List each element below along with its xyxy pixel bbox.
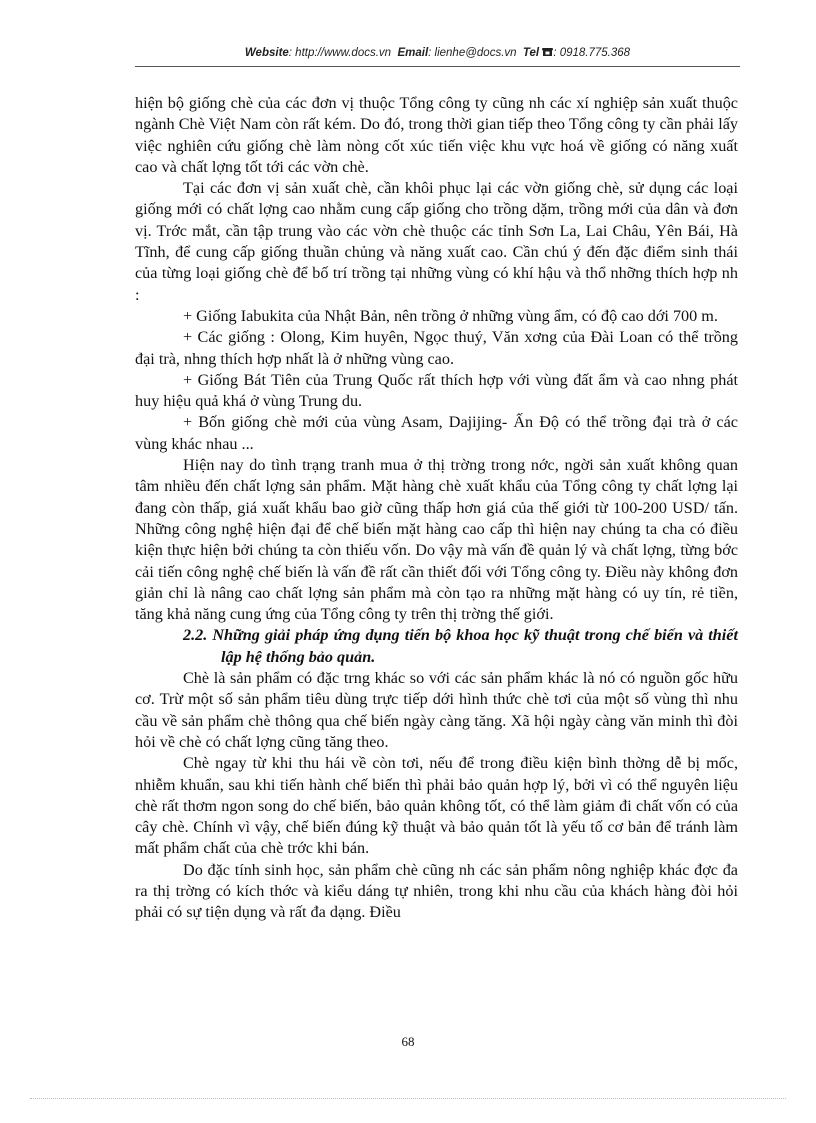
- section-heading: 2.2. Những giải pháp ứng dụng tiến bộ khoa học kỹ thuật trong chế biến và thiết lập hệ thống bảo quản.: [183, 626, 738, 666]
- paragraph-5: Chè ngay từ khi thu hái về còn tơi, nếu để trong điều kiện bình thờng dễ bị mốc, nhiễm khuẩn, sau khi tiến hành chế biến thì phải bảo quản hợp lý, bởi vì có thể nguyên liệu chè rất thơm ngon song do chế biến, bảo quản không tốt, có thể làm giảm đi chất vốn có của cây chè. Chính vì vậy, chế biến đúng kỹ thuật và bảo quản tốt là yếu tố cơ bản để tránh làm mất phẩm chất của chè trớc khi bán.: [135, 754, 738, 858]
- email-label: Email: [397, 47, 429, 59]
- list-item-3: + Giống Bát Tiên của Trung Quốc rất thích hợp với vùng đất ẩm và cao nhng phát huy hiệu quả khá ở vùng Trung du.: [135, 370, 738, 411]
- website-value: : http://www.docs.vn: [288, 47, 392, 59]
- email-value: : lienhe@docs.vn: [428, 47, 517, 59]
- tel-value: : 0918.775.368: [553, 47, 631, 59]
- list-item-1: + Giống Iabukita của Nhật Bản, nên trồng ở những vùng ẩm, có độ cao dới 700 m.: [183, 306, 718, 325]
- paragraph-1: hiện bộ giống chè của các đơn vị thuộc Tổng công ty cũng nh các xí nghiệp sản xuất thuộc ngành Chè Việt Nam còn rất kém. Do đó, trong thời gian tiếp theo Tổng công ty cần phải lấy việc nghiên cứu giống chè làm nòng cốt xúc tiến việc khu vực hoá về giống có năng xuất cao và chất lợng tốt tới các vờn chè.: [135, 94, 738, 176]
- list-item-4: + Bốn giống chè mới của vùng Asam, Dajijing- Ấn Độ có thể trồng đại trà ở các vùng khác nhau ...: [135, 413, 738, 453]
- page-header: [135, 47, 740, 59]
- page-number: 68: [401, 1034, 415, 1049]
- header-divider: [135, 66, 740, 67]
- page-body: [135, 93, 738, 924]
- paragraph-6: Do đặc tính sinh học, sản phẩm chè cũng nh các sản phẩm nông nghiệp khác đợc đa ra thị trờng có kích thớc và kiểu dáng tự nhiên, trong khi nhu cầu của khách hàng đòi hỏi phải có sự tiện dụng và rất đa dạng. Điều: [135, 860, 738, 922]
- paragraph-4: Chè là sản phẩm có đặc trng khác so với các sản phẩm khác là nó có nguồn gốc hữu cơ. Trừ một số sản phẩm tiêu dùng trực tiếp dới hình thức chè tơi của một số vùng thì nhu cầu về sản phẩm chè thông qua chế biến ngày càng tăng. Xã hội ngày càng văn minh thì đòi hỏi về chè có chất lợng cũng tăng theo.: [135, 669, 738, 751]
- website-label: Website: [244, 47, 289, 59]
- phone-icon: [542, 47, 553, 57]
- tel-label: Tel: [522, 47, 540, 59]
- paragraph-2: Tại các đơn vị sản xuất chè, cần khôi phục lại các vờn giống chè, sử dụng các loại giống mới có chất lợng cao nhằm cung cấp giống cho trồng dặm, trồng mới của dân và đơn vị. Trớc mắt, cần tập trung vào các vờn chè thuộc các tỉnh Sơn La, Lai Châu, Yên Bái, Hà Tĩnh, để cung cấp giống thuần chủng và năng xuất cao. Cần chú ý đến đặc điểm sinh thái của từng loại giống chè để bố trí trồng tại những vùng có khí hậu và thổ nhỡng thích hợp nh :: [135, 179, 738, 304]
- paragraph-3: Hiện nay do tình trạng tranh mua ở thị trờng trong nớc, ngời sản xuất không quan tâm nhiều đến chất lợng sản phẩm. Mặt hàng chè xuất khẩu của Tổng công ty chất lợng lại đang còn thấp, giá xuất khẩu bao giờ cũng thấp hơn giá của thế giới từ 100-200 USD/ tấn. Những công nghệ hiện đại để chế biến mặt hàng cao cấp thì hiện nay chúng ta cha có điều kiện thực hiện bởi chúng ta còn thiếu vốn. Do vậy mà vấn đề quản lý và chất lợng, từng bớc cải tiến công nghệ chế biến là vấn đề rất cần thiết đối với Tổng công ty. Điều này không đơn giản chỉ là nâng cao chất lợng sản phẩm mà còn tạo ra những mặt hàng có uy tín, rẻ tiền, tăng khả năng cung ứng của Tổng công ty trên thị trờng thế giới.: [135, 456, 738, 624]
- footer-divider: [30, 1098, 786, 1099]
- list-item-2: + Các giống : Olong, Kim huyên, Ngọc thuý, Văn xơng của Đài Loan có thể trồng đại trà, nhng thích hợp nhất là ở những vùng cao.: [135, 328, 738, 368]
